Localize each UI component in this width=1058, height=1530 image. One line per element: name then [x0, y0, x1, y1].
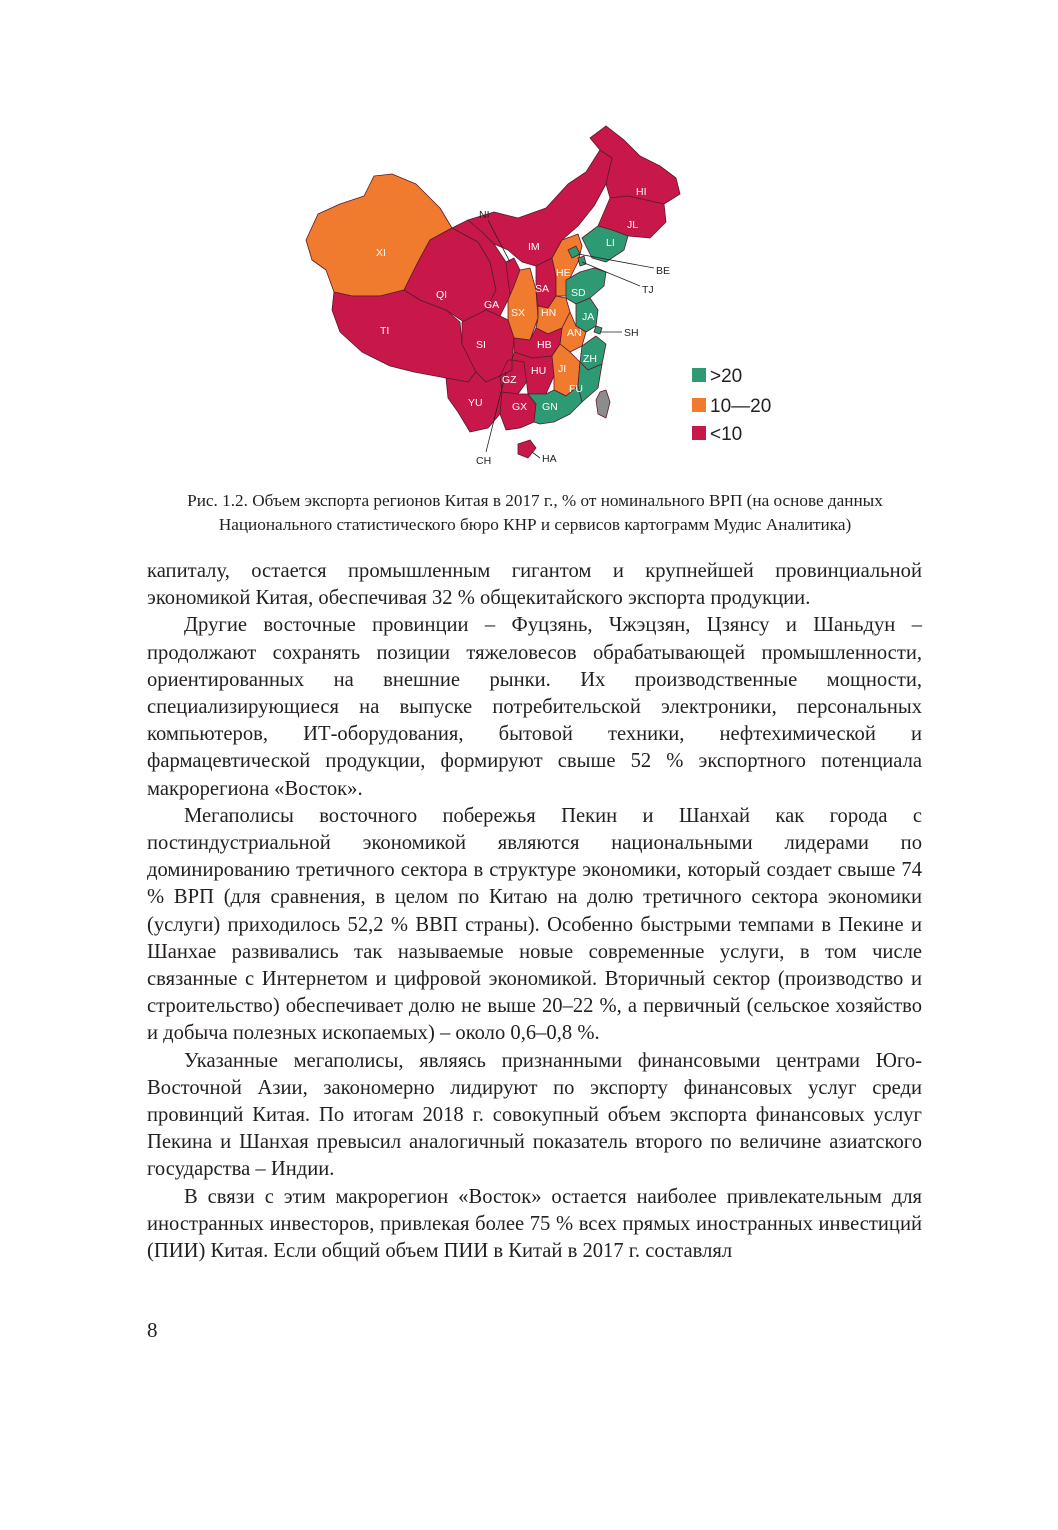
label-gz: GZ — [502, 374, 517, 386]
page-number: 8 — [147, 1318, 158, 1342]
leader-be — [578, 254, 654, 268]
region-sh — [594, 326, 602, 334]
label-ga: GA — [484, 299, 500, 311]
label-gn: GN — [542, 401, 558, 413]
label-sa: SA — [535, 283, 550, 295]
legend-swatch-low — [692, 426, 706, 440]
leader-ha — [532, 452, 540, 458]
paragraph-1: капиталу, остается промышленным гигантом и крупнейшей провинциальной экономикой Китая, обеспечивая 32 % общекитайского экспорта продукции. — [147, 560, 922, 610]
label-hb: HB — [537, 339, 552, 351]
label-he: HE — [556, 267, 571, 279]
paragraph-3: Мегаполисы восточного побережья Пекин и Шанхай как города с постиндустриальной экономикой являются национальными лидерами по доминированию третичного сектора в структуре экономики, который создает свыше 74 % ВРП (для сравнения, в целом по Китаю на долю третичного сектора экономики (услуги) приходилось 52,2 % ВВП страны). Особенно быстрыми темпами в Пекине и Шанхае развивались так называемые новые современные услуги, в том числе связанные с Интернетом и цифровой экономикой. Вторичный сектор (производство и строительство) обеспечивает долю не выше 20–22 %, а первичный (сельское хозяйство и добыча полезных ископаемых) – около 0,6–0,8 %. — [147, 804, 922, 1045]
region-tj — [578, 256, 586, 266]
label-hu: HU — [531, 365, 547, 377]
label-zh: ZH — [583, 353, 597, 365]
paragraph-4: Указанные мегаполисы, являясь признанными финансовыми центрами Юго-Восточной Азии, закономерно лидируют по экспорту финансовых услуг среди провинций Китая. По итогам 2018 г. совокупный объем экспорта финансовых услуг Пекина и Шанхая превысил аналогичный показатель второго по величине азиатского государства – Индии. — [147, 1049, 922, 1181]
caption-line-1: Рис. 1.2. Объем экспорта регионов Китая в 2017 г., % от номинального ВРП (на основе данных — [187, 491, 883, 510]
label-gx: GX — [512, 401, 528, 413]
figure-caption — [140, 489, 930, 537]
legend-swatch-high — [692, 368, 706, 382]
legend-label-high: >20 — [710, 366, 743, 387]
label-ch: CH — [476, 455, 492, 467]
label-ji: JI — [558, 363, 567, 375]
label-tj: TJ — [642, 284, 654, 296]
label-hi: HI — [636, 186, 647, 198]
china-export-map — [300, 120, 780, 480]
paragraph-2: Другие восточные провинции – Фуцзянь, Чжэцзян, Цзянсу и Шаньдун – продолжают сохранять позиции тяжеловесов обрабатывающей промышленности, ориентированных на внешние рынки. Их производственные мощности, специализирующиеся на выпуске потребительской электроники, персональных компьютеров, ИТ-оборудования, бытовой техники, нефтехимической и фармацевтической продукции, формируют свыше 52 % экспортного потенциала макрорегиона «Восток». — [147, 614, 922, 800]
legend-label-mid: 10—20 — [710, 396, 772, 417]
region-taiwan — [596, 390, 610, 418]
label-an: AN — [567, 327, 582, 339]
legend-swatch-mid — [692, 398, 706, 412]
label-sd: SD — [571, 287, 586, 299]
label-fu: FU — [569, 383, 583, 395]
legend-label-low: <10 — [710, 424, 743, 445]
label-qi: QI — [436, 289, 448, 301]
label-jl: JL — [627, 219, 639, 231]
label-ha: HA — [542, 453, 557, 465]
label-im: IM — [528, 241, 540, 253]
label-yu: YU — [468, 397, 483, 409]
map-svg — [300, 120, 780, 480]
label-li: LI — [606, 237, 615, 249]
label-ja: JA — [582, 311, 595, 323]
label-sh: SH — [624, 327, 639, 339]
map-legend — [692, 366, 771, 445]
label-be: BE — [656, 265, 671, 277]
label-ti: TI — [380, 325, 390, 337]
label-ni: NI — [479, 209, 490, 221]
label-hn: HN — [541, 307, 557, 319]
label-xi: XI — [376, 247, 386, 259]
label-sx: SX — [511, 307, 526, 319]
caption-line-2: Национального статистического бюро КНР и сервисов картограмм Мудис Аналитика) — [218, 515, 852, 534]
label-si: SI — [476, 339, 486, 351]
body-text — [147, 558, 922, 1265]
paragraph-5: В связи с этим макрорегион «Восток» остается наиболее привлекательным для иностранных инвесторов, привлекая более 75 % всех прямых иностранных инвестиций (ПИИ) Китая. Если общий объем ПИИ в Китай в 2017 г. составлял — [147, 1185, 922, 1263]
region-ha — [518, 440, 536, 458]
